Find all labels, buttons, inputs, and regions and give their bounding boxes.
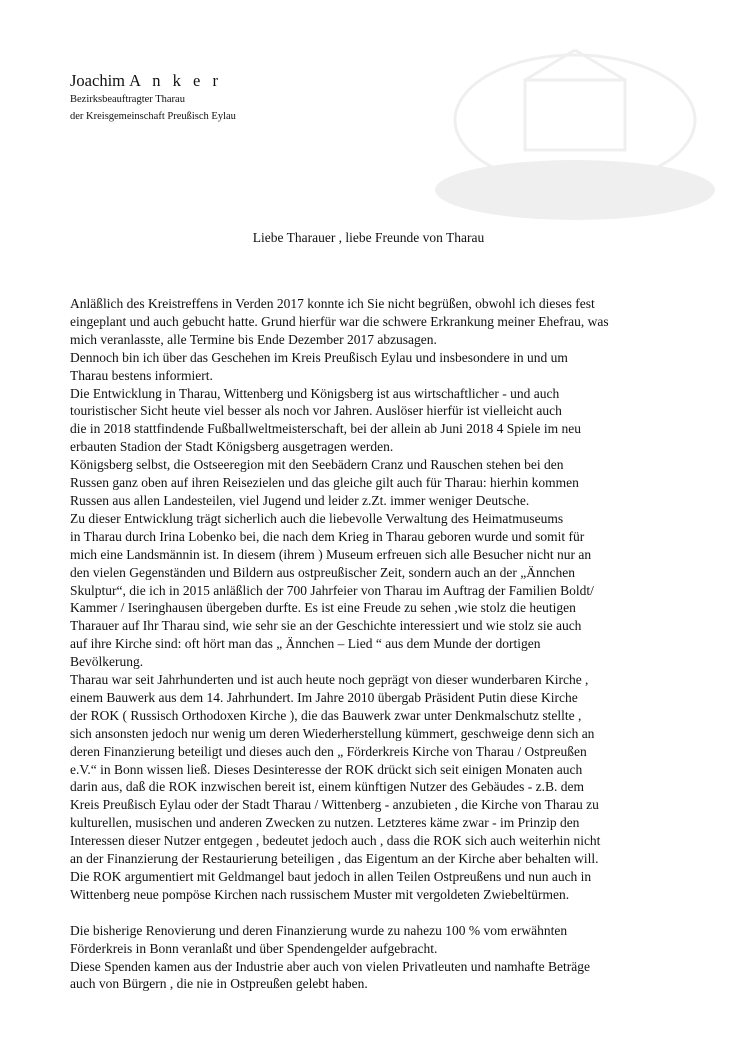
paragraph-1: Anläßlich des Kreistreffens in Verden 2017 konnte ich Sie nicht begrüßen, obwohl ich dieses fest eingeplant und auch gebucht hatte. Grund hierfür war die schwere Erkrankung meiner Ehefrau, was mich veranlasste, alle Termine bis Ende Dezember 2017 abzusagen. [70, 296, 609, 347]
sender-name [70, 71, 236, 91]
sender-given-name: Joachim [70, 71, 125, 90]
salutation: Liebe Tharauer , liebe Freunde von Tharau [252, 230, 485, 245]
faint-watermark [430, 40, 720, 230]
sender-role: Bezirksbeauftragter Tharau [70, 94, 185, 105]
paragraph-2: Dennoch bin ich über das Geschehen im Kreis Preußisch Eylau und insbesondere in und um Tharau bestens informiert. [70, 349, 568, 383]
paragraph-5: Zu dieser Entwicklung trägt sicherlich auch die liebevolle Verwaltung des Heimatmuseums in Tharau durch Irina Lobenko bei, die nach dem Krieg in Tharau geboren wurde und somit für mich eine Landsmännin ist. In diesem (ihrem ) Museum erfreuen sich alle Besucher nicht nur an den vielen Gegenständen und Bildern aus ostpreußischer Zeit, sondern auch an der „Ännchen Skulptur“, die ich in 2015 anläßlich der 700 Jahrfeier von Tharau im Auftrag der Familien Boldt/ Kammer / Iseringhausen übergeben durfte. Es ist eine Freude zu sehen ,wie stolz die heutigen Tharauer auf Ihr Tharau sind, wie sehr sie an der Geschichte interessiert und wie stolz sie auch auf ihre Kirche sind: oft hört man das „ Ännchen – Lied “ aus dem Munde der dortigen Bevölkerung. [70, 510, 594, 670]
paragraph-8: Diese Spenden kamen aus der Industrie aber auch von vielen Privatleuten und namhafte Beträge auch von Bürgern , die nie in Ostpreußen gelebt haben. [70, 958, 590, 992]
paragraph-4: Königsberg selbst, die Ostseeregion mit den Seebädern Cranz und Rauschen stehen bei den Russen ganz oben auf ihren Reisezielen und das gleiche gilt auch für Tharau: hierhin kommen Russen aus allen Landesteilen, viel Jugend und leider z.Zt. immer weniger Deutsche. [70, 457, 579, 508]
letterhead [70, 71, 236, 125]
sender-organization: der Kreisgemeinschaft Preußisch Eylau [70, 111, 236, 122]
sender-surname: A n k e r [129, 71, 222, 90]
letter-body [70, 295, 670, 993]
paragraph-3: Die Entwicklung in Tharau, Wittenberg und Königsberg ist aus wirtschaftlicher - und auch touristischer Sicht heute viel besser als noch vor Jahren. Auslöser hierfür ist vielleicht auch die in 2018 stattfindende Fußballweltmeisterschaft, bei der allein ab Juni 2018 4 Spiele im neu erbauten Stadion der Stadt Königsberg ausgetragen werden. [70, 385, 582, 455]
paragraph-6: Tharau war seit Jahrhunderten und ist auch heute noch geprägt von dieser wunderbaren Kirche , einem Bauwerk aus dem 14. Jahrhundert. Im Jahre 2010 übergab Präsident Putin diese Kirche der ROK ( Russisch Orthodoxen Kirche ), die das Bauwerk zwar unter Denkmalschutz stellte , sich ansonsten jedoch nur wenig um deren Wiederherstellung kümmert, geschweige denn sich an deren Finanzierung beteiligt und dieses auch den „ Förderkreis Kirche von Tharau / Ostpreußen e.V.“ in Bonn wissen ließ. Dieses Desinteresse der ROK drückt sich seit einigen Monaten auch darin aus, daß die ROK inzwischen bereit ist, einem künftigen Nutzer des Gebäudes - z.B. dem Kreis Preußisch Eylau oder der Stadt Tharau / Wittenberg - anzubieten , die Kirche von Tharau zu kulturellen, musischen und anderen Zwecken zu nutzen. Letzteres käme zwar - im Prinzip den Interessen dieser Nutzer entgegen , bedeutet jedoch auch , dass die ROK sich auch weiterhin nicht an der Finanzierung der Restaurierung beteiligen , das Eigentum an der Kirche aber behalten will. Die ROK argumentiert mit Geldmangel baut jedoch in allen Teilen Ostpreußens und nun auch in Wittenberg neue pompöse Kirchen nach russischem Muster mit vergoldeten Zwiebeltürmen. [70, 672, 601, 902]
paragraph-7: Die bisherige Renovierung und deren Finanzierung wurde zu nahezu 100 % vom erwähnten Förderkreis in Bonn veranlaßt und über Spendengelder aufgebracht. [70, 922, 568, 956]
